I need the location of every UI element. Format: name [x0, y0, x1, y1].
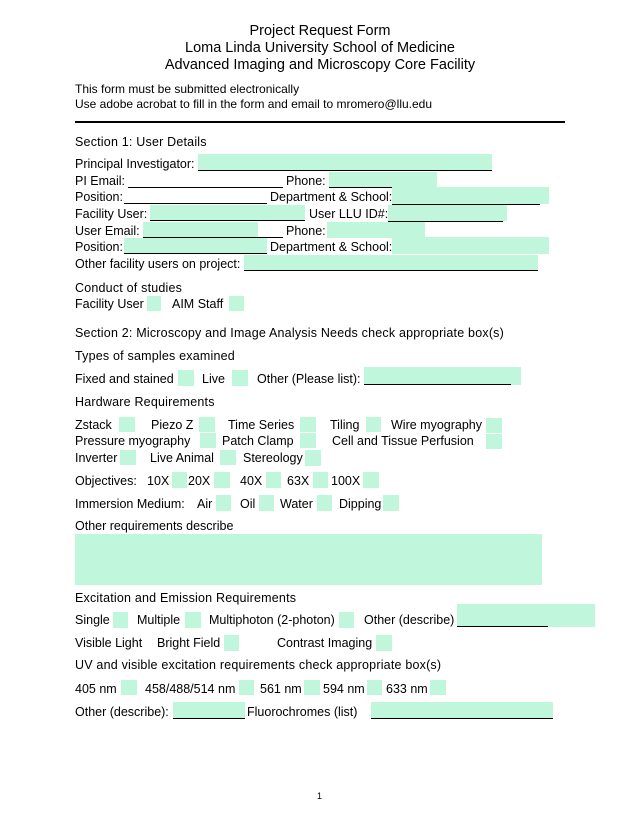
header-divider — [75, 121, 565, 123]
liveanimal-label: Live Animal — [150, 451, 214, 465]
dept2-label: Department & School: — [270, 240, 393, 254]
facility-user-field[interactable] — [150, 205, 305, 220]
pressure-checkbox[interactable] — [200, 433, 216, 448]
timeseries-label: Time Series — [228, 418, 295, 432]
perfusion-label: Cell and Tissue Perfusion — [332, 434, 474, 448]
inverter-checkbox[interactable] — [120, 450, 136, 465]
visible-light-label: Visible Light — [75, 636, 143, 650]
stereology-label: Stereology — [243, 451, 303, 465]
fluorochromes-field[interactable] — [371, 702, 553, 718]
obj63-checkbox[interactable] — [313, 472, 328, 488]
aim-staff-label: AIM Staff — [172, 297, 224, 311]
dept2-field[interactable] — [392, 237, 549, 254]
submit-note: This form must be submitted electronically — [75, 82, 300, 96]
dept-label: Department & School: — [270, 190, 393, 204]
fixed-label: Fixed and stained — [75, 372, 174, 386]
patch-checkbox[interactable] — [300, 433, 316, 448]
single-checkbox[interactable] — [113, 612, 128, 628]
air-checkbox[interactable] — [216, 495, 231, 511]
tiling-checkbox[interactable] — [366, 417, 381, 432]
section2-heading: Section 2: Microscopy and Image Analysis Needs check appropriate box(s) — [75, 326, 504, 340]
pi-email-label: PI Email: — [75, 174, 126, 188]
position-underline — [124, 203, 267, 204]
objectives-label: Objectives: — [75, 474, 137, 488]
section1-heading: Section 1: User Details — [75, 135, 207, 149]
wire-label: Wire myography — [391, 418, 482, 432]
form-title: Project Request Form — [249, 23, 391, 39]
obj10-checkbox[interactable] — [172, 472, 187, 488]
other-list-field[interactable] — [364, 367, 521, 385]
obj63-label: 63X — [287, 474, 310, 488]
uv-heading: UV and visible excitation requirements check appropriate box(s) — [75, 658, 442, 672]
obj20-label: 20X — [188, 474, 211, 488]
wire-checkbox[interactable] — [486, 418, 502, 433]
zstack-label: Zstack — [75, 418, 112, 432]
user-phone-label: Phone: — [286, 224, 326, 238]
user-id-label: User LLU ID#: — [309, 207, 389, 221]
liveanimal-checkbox[interactable] — [220, 450, 236, 465]
page-number: 1 — [317, 791, 323, 801]
facility-user-checkbox[interactable] — [147, 296, 161, 311]
other-req-label: Other requirements describe — [75, 519, 234, 533]
multiphoton-label: Multiphoton (2-photon) — [209, 613, 335, 627]
patch-label: Patch Clamp — [222, 434, 294, 448]
water-checkbox[interactable] — [317, 495, 332, 511]
single-label: Single — [75, 613, 110, 627]
water-label: Water — [280, 497, 313, 511]
multiple-checkbox[interactable] — [185, 612, 201, 628]
pi-field[interactable] — [198, 154, 492, 170]
facility-title: Advanced Imaging and Microscopy Core Facility — [164, 57, 476, 73]
other-users-underline — [244, 270, 538, 271]
other-describe-label: Other (describe) — [364, 613, 455, 627]
piezo-label: Piezo Z — [151, 418, 194, 432]
hardware-heading: Hardware Requirements — [75, 395, 215, 409]
piezo-checkbox[interactable] — [199, 417, 215, 432]
live-label: Live — [202, 372, 225, 386]
nm458-label: 458/488/514 nm — [145, 682, 236, 696]
tiling-label: Tiling — [330, 418, 360, 432]
live-checkbox[interactable] — [232, 370, 248, 386]
position2-field[interactable] — [124, 238, 267, 253]
nm561-checkbox[interactable] — [304, 680, 320, 695]
facility-user-label: Facility User: — [75, 207, 148, 221]
pi-email-field[interactable] — [128, 172, 283, 187]
multiple-label: Multiple — [137, 613, 181, 627]
timeseries-checkbox[interactable] — [300, 417, 316, 432]
position-label: Position: — [75, 190, 123, 204]
other-describe2-underline — [173, 718, 245, 719]
nm458-checkbox[interactable] — [239, 680, 254, 695]
dept-field[interactable] — [392, 187, 549, 204]
obj100-checkbox[interactable] — [363, 472, 379, 488]
multiphoton-checkbox[interactable] — [339, 612, 354, 628]
other-list-underline — [364, 384, 511, 385]
samples-heading: Types of samples examined — [75, 349, 235, 363]
obj10-label: 10X — [147, 474, 170, 488]
fluorochromes-label: Fluorochromes (list) — [247, 705, 358, 719]
obj40-label: 40X — [240, 474, 263, 488]
nm594-checkbox[interactable] — [367, 680, 382, 695]
obj40-checkbox[interactable] — [266, 472, 281, 488]
immersion-label: Immersion Medium: — [75, 497, 185, 511]
facility-user-option-label: Facility User — [75, 297, 144, 311]
oil-checkbox[interactable] — [259, 495, 274, 511]
position2-underline — [124, 253, 267, 254]
user-id-field[interactable] — [388, 205, 507, 221]
other-describe-underline — [457, 626, 548, 627]
other-users-label: Other facility users on project: — [75, 257, 241, 271]
inverter-label: Inverter — [75, 451, 118, 465]
nm561-label: 561 nm — [260, 682, 302, 696]
perfusion-checkbox[interactable] — [486, 434, 502, 449]
fluorochromes-underline — [371, 718, 553, 719]
user-email-label: User Email: — [75, 224, 140, 238]
nm405-checkbox[interactable] — [121, 680, 137, 695]
other-list-label: Other (Please list): — [257, 372, 361, 386]
zstack-checkbox[interactable] — [119, 417, 135, 432]
other-describe2-field[interactable] — [173, 702, 245, 718]
facility-user-underline — [150, 220, 305, 221]
pressure-label: Pressure myography — [75, 434, 191, 448]
contrast-checkbox[interactable] — [376, 635, 392, 651]
contrast-label: Contrast Imaging — [277, 636, 373, 650]
bright-field-checkbox[interactable] — [224, 635, 239, 651]
oil-label: Oil — [240, 497, 256, 511]
other-describe2-label: Other (describe): — [75, 705, 169, 719]
stereology-checkbox[interactable] — [305, 450, 321, 466]
nm633-checkbox[interactable] — [430, 680, 446, 695]
user-phone-field[interactable] — [327, 222, 425, 238]
other-describe-field[interactable] — [457, 604, 595, 627]
pi-phone-field[interactable] — [329, 172, 437, 187]
conduct-heading: Conduct of studies — [75, 281, 183, 295]
other-users-field[interactable] — [244, 255, 538, 270]
email-note: Use adobe acrobat to fill in the form and email to mromero@llu.edu — [75, 97, 433, 111]
nm633-label: 633 nm — [386, 682, 428, 696]
obj100-label: 100X — [331, 474, 361, 488]
other-req-textarea[interactable] — [75, 534, 542, 585]
pi-phone-label: Phone: — [286, 174, 326, 188]
dipping-checkbox[interactable] — [383, 495, 399, 511]
pi-underline — [198, 170, 492, 171]
pi-label: Principal Investigator: — [75, 157, 195, 171]
nm594-label: 594 nm — [323, 682, 365, 696]
position-field[interactable] — [124, 188, 267, 203]
school-title: Loma Linda University School of Medicine — [185, 40, 455, 56]
fixed-checkbox[interactable] — [178, 370, 194, 386]
user-email-field[interactable] — [143, 222, 258, 237]
excitation-heading: Excitation and Emission Requirements — [75, 591, 297, 605]
position2-label: Position: — [75, 240, 123, 254]
aim-staff-checkbox[interactable] — [229, 296, 244, 311]
bright-field-label: Bright Field — [157, 636, 221, 650]
nm405-label: 405 nm — [75, 682, 117, 696]
dipping-label: Dipping — [339, 497, 382, 511]
obj20-checkbox[interactable] — [214, 472, 230, 488]
air-label: Air — [197, 497, 213, 511]
